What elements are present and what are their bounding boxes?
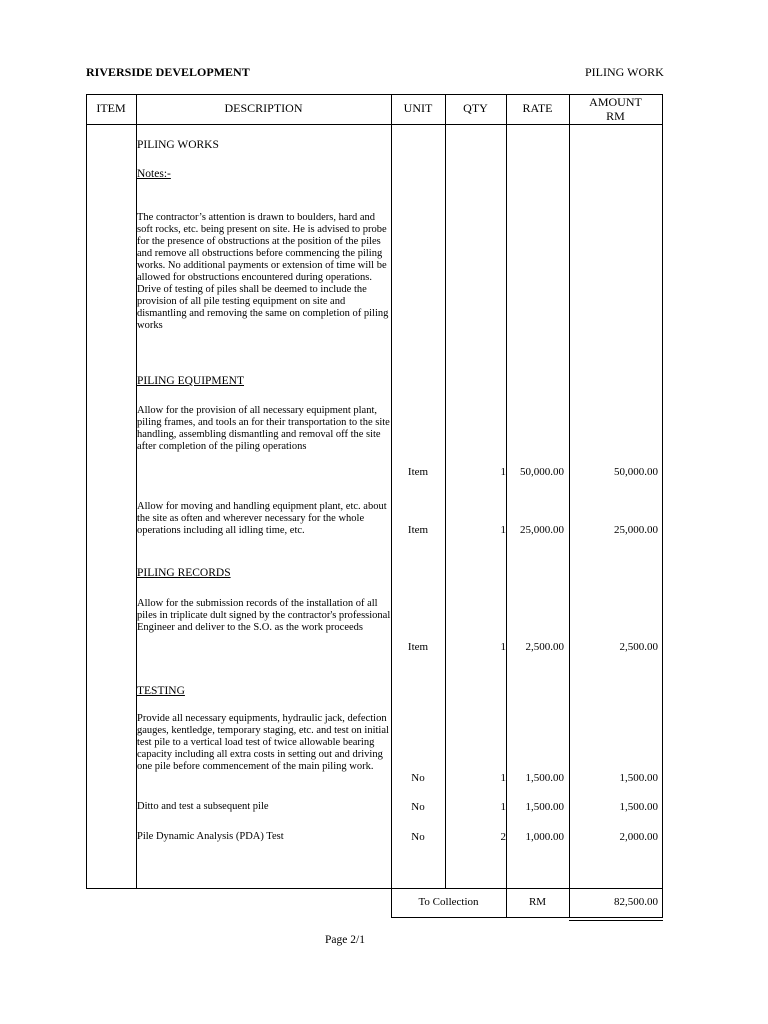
item-rate: 2,500.00 — [525, 641, 564, 653]
col-header-rate: RATE — [522, 101, 553, 115]
item-qty: 1 — [500, 641, 506, 653]
item-amount: 25,000.00 — [614, 524, 658, 536]
col-header-unit: UNIT — [403, 101, 433, 115]
item-rate: 1,000.00 — [525, 831, 564, 843]
collection-label: To Collection — [418, 896, 479, 908]
item-unit: Item — [407, 524, 429, 536]
item-unit: No — [411, 772, 425, 784]
item-qty: 1 — [500, 772, 506, 784]
table-header-divider — [86, 124, 663, 125]
col-header-qty: QTY — [463, 101, 488, 115]
item-unit: Item — [407, 641, 429, 653]
item-unit: No — [411, 831, 425, 843]
col-header-amount-line1: AMOUNT — [589, 95, 642, 109]
item-description: Allow for the provision of all necessary equipment plant, piling frames, and tools an for their transportation to the site handling, assembling dismantling and removal off the site after completion of the piling operations — [137, 405, 390, 452]
total-double-underline — [569, 920, 663, 921]
collection-bottom-border — [391, 917, 663, 918]
item-description: Allow for the submission records of the installation of all piles in triplicate dult signed by the contractor's professional Engineer and deliver to the S.O. as the work proceeds — [137, 598, 391, 633]
collection-total: 82,500.00 — [614, 896, 658, 908]
col-border-desc — [391, 94, 392, 918]
item-amount: 1,500.00 — [619, 772, 658, 784]
item-unit: Item — [407, 466, 429, 478]
item-qty: 1 — [500, 524, 506, 536]
page-number: Page 2/1 — [325, 934, 365, 946]
col-border-right — [662, 94, 663, 918]
col-header-description: DESCRIPTION — [224, 101, 303, 115]
item-qty: 2 — [500, 831, 506, 843]
item-qty: 1 — [500, 466, 506, 478]
item-rate: 1,500.00 — [525, 801, 564, 813]
item-amount: 2,000.00 — [619, 831, 658, 843]
col-header-amount-line2: RM — [606, 109, 625, 123]
project-title: RIVERSIDE DEVELOPMENT — [86, 65, 250, 79]
item-description: Provide all necessary equipments, hydraulic jack, defection gauges, kentledge, temporary staging, etc. and test on initial test pile to a vertical load test of twice allowable bearing capacity including all extra costs in setting out and driving one pile before commencement of the main piling work. — [137, 713, 389, 772]
col-header-item: ITEM — [96, 101, 126, 115]
section-title: PILING WORK — [585, 65, 664, 79]
col-border-qty — [506, 94, 507, 918]
item-rate: 1,500.00 — [525, 772, 564, 784]
item-amount: 50,000.00 — [614, 466, 658, 478]
collection-top-border — [391, 888, 663, 889]
notes-label: Notes:- — [137, 168, 171, 180]
section-heading-equipment: PILING EQUIPMENT — [137, 375, 245, 387]
item-rate: 50,000.00 — [520, 466, 564, 478]
section-heading-records: PILING RECORDS — [137, 567, 231, 579]
col-border-unit — [445, 94, 446, 889]
item-description: Pile Dynamic Analysis (PDA) Test — [137, 831, 284, 842]
section-heading-testing: TESTING — [137, 685, 185, 697]
col-border-rate — [569, 94, 570, 918]
table-bottom-border — [86, 888, 392, 889]
notes-text: The contractor’s attention is drawn to boulders, hard and soft rocks, etc. being present on site. He is advised to probe for the presence of obstructions at the position of the piles and remove all obstructions before commencing the piling works. No additional payments or extension of time will be allowed for obstructions encountered during operations. Drive of testing of piles shall be deemed to include the provision of all pile testing equipment on site and dismantling and removing the same on completion of piling works — [137, 212, 389, 331]
item-unit: No — [411, 801, 425, 813]
col-header-amount — [569, 95, 662, 123]
collection-currency: RM — [528, 896, 547, 908]
item-qty: 1 — [500, 801, 506, 813]
item-amount: 2,500.00 — [619, 641, 658, 653]
item-description: Ditto and test a subsequent pile — [137, 801, 269, 812]
item-description: Allow for moving and handling equipment plant, etc. about the site as often and wherever necessary for the whole operations including all idling time, etc. — [137, 501, 387, 536]
col-border-left — [86, 94, 87, 889]
item-rate: 25,000.00 — [520, 524, 564, 536]
doc-section-title: PILING WORKS — [137, 139, 219, 151]
item-amount: 1,500.00 — [619, 801, 658, 813]
